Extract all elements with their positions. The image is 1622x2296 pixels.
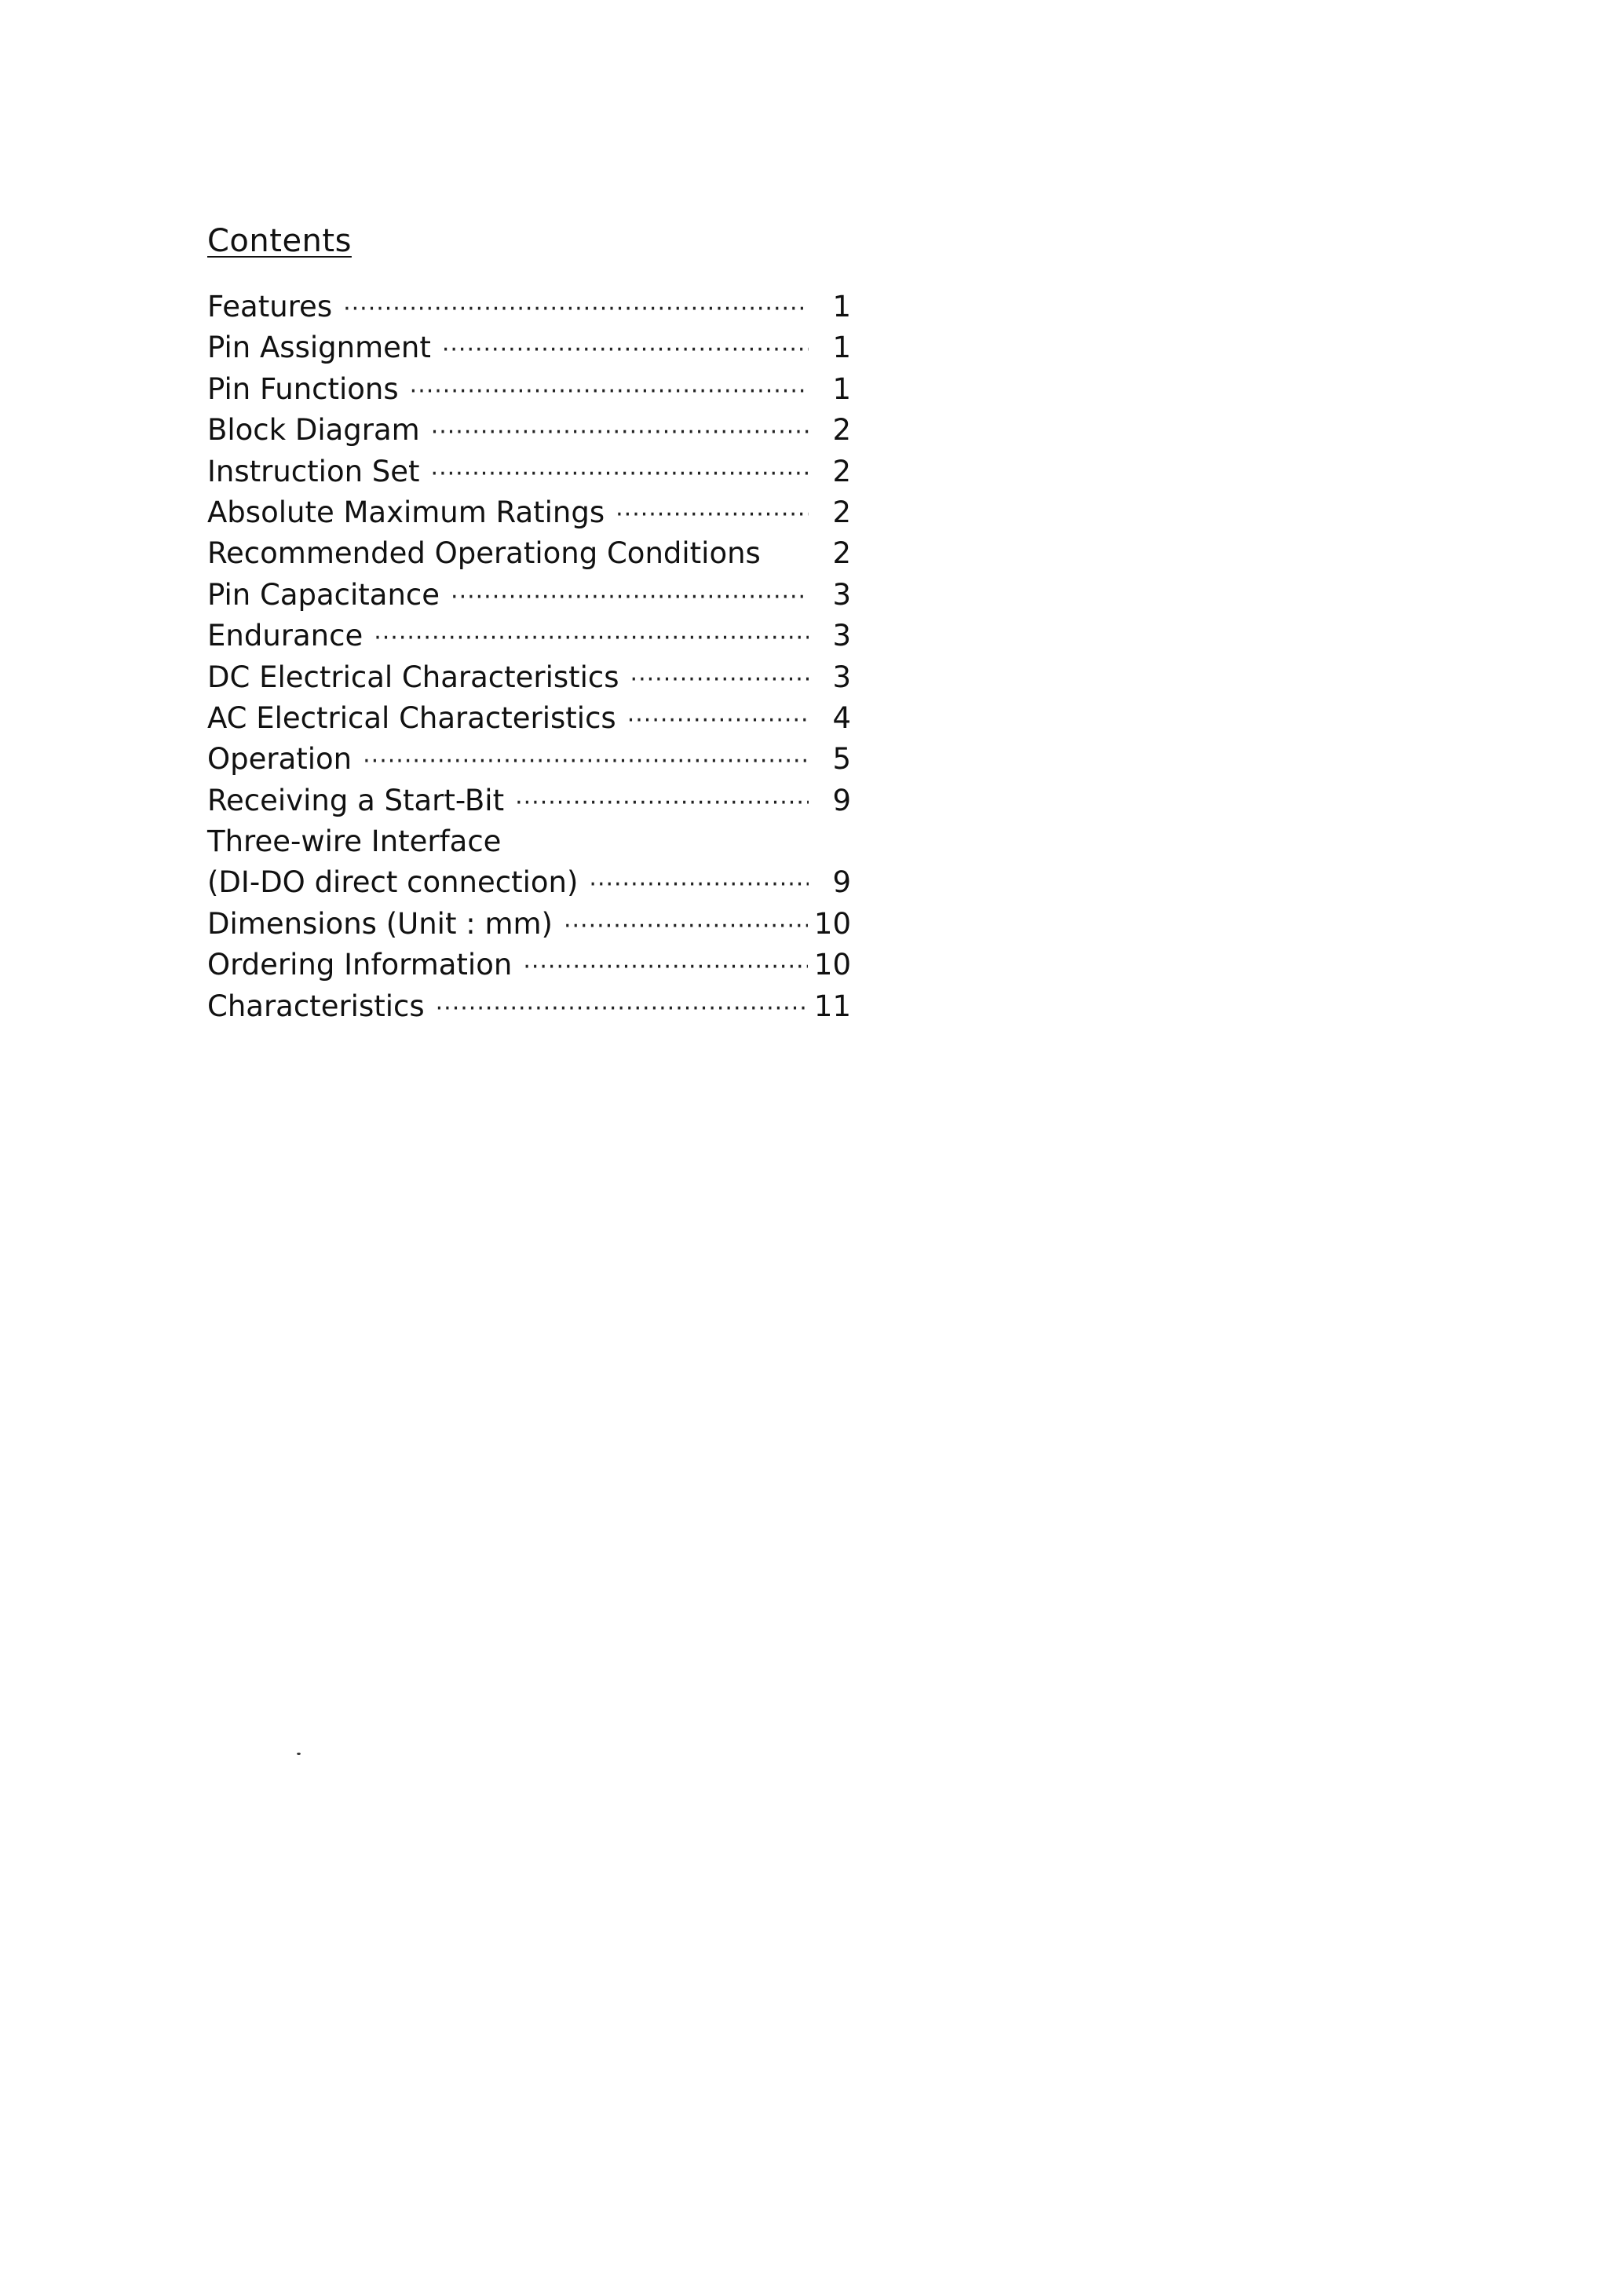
- dot-leader: [431, 419, 809, 446]
- entry-page: 2: [832, 454, 851, 488]
- contents-list: [207, 290, 851, 1030]
- entry-page: 2: [832, 536, 851, 571]
- entry-title: Dimensions (Unit : mm): [207, 906, 553, 941]
- contents-entry: [207, 619, 851, 660]
- entry-title: Pin Assignment: [207, 331, 431, 365]
- entry-page: 10: [813, 906, 851, 941]
- contents-entry: [207, 784, 851, 824]
- contents-entry: [207, 413, 851, 454]
- contents-entry: [207, 824, 851, 865]
- dot-leader: [410, 378, 809, 405]
- entry-title: Recommended Operationg Conditions: [207, 536, 761, 571]
- contents-entry: [207, 536, 851, 577]
- dot-leader: [436, 995, 808, 1022]
- dot-leader: [374, 624, 809, 652]
- contents-entry: [207, 989, 851, 1030]
- contents-entry: [207, 660, 851, 701]
- entry-title: Three-wire Interface: [207, 824, 502, 859]
- entry-page: 10: [813, 948, 851, 982]
- contents-entry: [207, 455, 851, 495]
- contents-entry: [207, 495, 851, 536]
- dot-leader: [630, 666, 809, 693]
- contents-entry: [207, 578, 851, 619]
- entry-title: Receiving a Start-Bit: [207, 783, 505, 817]
- entry-title: Block Diagram: [207, 413, 420, 448]
- contents-entry: [207, 948, 851, 989]
- entry-page: 3: [832, 619, 851, 653]
- dot-leader: [343, 295, 809, 323]
- entry-title: DC Electrical Characteristics: [207, 660, 619, 694]
- dot-leader: [627, 707, 809, 734]
- dot-leader: [515, 789, 809, 817]
- scan-speck: [297, 1753, 301, 1755]
- entry-title: Ordering Information: [207, 948, 513, 982]
- entry-title: Operation: [207, 742, 353, 777]
- entry-title: Pin Capacitance: [207, 577, 440, 612]
- contents-entry: [207, 907, 851, 948]
- entry-page: 2: [832, 495, 851, 529]
- entry-page: 3: [832, 577, 851, 612]
- dot-leader: [442, 336, 809, 364]
- contents-entry: [207, 742, 851, 783]
- dot-leader: [616, 501, 809, 528]
- contents-heading: Contents: [207, 223, 352, 259]
- contents-entry: [207, 331, 851, 371]
- dot-leader: [363, 748, 809, 775]
- entry-page: 1: [832, 371, 851, 406]
- entry-title: Absolute Maximum Ratings: [207, 495, 605, 529]
- entry-page: 9: [832, 865, 851, 900]
- entry-title: Endurance: [207, 619, 363, 653]
- entry-title: Instruction Set: [207, 454, 420, 488]
- entry-title: Features: [207, 290, 333, 324]
- dot-leader: [431, 460, 809, 488]
- dot-leader: [564, 912, 808, 940]
- contents-entry: [207, 701, 851, 742]
- entry-page: 4: [832, 700, 851, 735]
- entry-page: 9: [832, 783, 851, 817]
- dot-leader: [523, 953, 808, 981]
- table-of-contents: [207, 216, 851, 1030]
- entry-page: 11: [813, 989, 851, 1023]
- dot-leader: [589, 871, 809, 898]
- entry-page: 2: [832, 413, 851, 448]
- dot-leader: [451, 583, 809, 611]
- entry-title: Characteristics: [207, 989, 425, 1023]
- entry-title: (DI-DO direct connection): [207, 865, 579, 900]
- entry-page: 1: [832, 331, 851, 365]
- contents-entry: [207, 865, 851, 906]
- entry-title: AC Electrical Characteristics: [207, 700, 616, 735]
- entry-page: 3: [832, 660, 851, 694]
- entry-page: 1: [832, 290, 851, 324]
- entry-page: 5: [832, 742, 851, 777]
- contents-entry: [207, 290, 851, 331]
- contents-entry: [207, 372, 851, 413]
- entry-title: Pin Functions: [207, 371, 399, 406]
